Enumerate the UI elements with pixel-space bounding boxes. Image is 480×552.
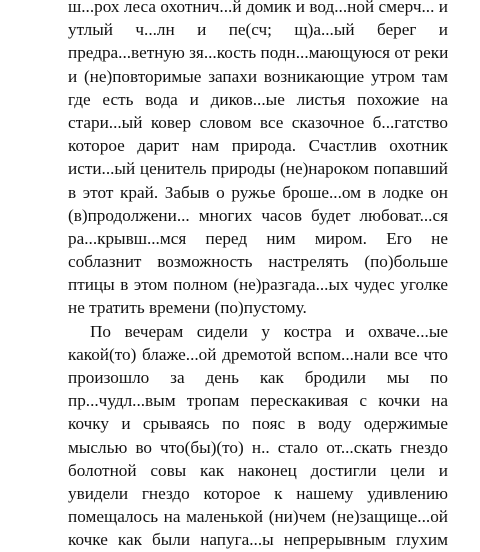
text-line: и (не)повторимые запахи возникающие утром там <box>68 66 448 86</box>
text-line: соблазнит возможность настрелять (по)больше <box>68 252 448 272</box>
text-line: кочку и срываясь по пояс в воду одержимые <box>68 414 448 434</box>
text-line: исти...ый ценитель природы (не)нароком попавший <box>68 159 448 179</box>
text-line: ра...крывш...мся перед ним миром. Его не <box>68 228 448 248</box>
text-line: ш...рох леса охотнич...й домик и вод...ной смерч... и <box>68 0 448 16</box>
text-line: произошло за день как бродили мы по <box>68 368 448 387</box>
text-line: какой(то) блаже...ой дремотой вспом...нали все что <box>68 344 448 364</box>
text-line: птицы в этом полном (не)разгада...ых чудес уголке <box>68 275 448 295</box>
paragraph-2 <box>68 320 448 552</box>
text-line: предра...ветную зя...кость подн...мающуюся от реки <box>68 43 449 63</box>
text-line: помещалось на маленькой (ни)чем (не)защище...ой <box>68 507 448 527</box>
text-line: в этот край. Забыв о ружье броше...ом в лодке он <box>68 182 448 202</box>
text-line: стари...ый ковер словом все сказочное б...гатство <box>68 112 448 132</box>
text-line: утлый ч...лн и пе(сч; щ)а...ый берег и <box>68 20 448 40</box>
text-line: (в)продолжени... многих часов будет любоват...ся <box>68 205 448 225</box>
text-line: увидели гнездо которое к нашему удивлению <box>68 483 448 503</box>
text-line: болотной совы как наконец достигли цели и <box>68 460 448 480</box>
text-line: не тратить времени (по)пустому. <box>68 298 307 318</box>
text-line: мыслью во что(бы)(то) н.. стало от...скать гнездо <box>68 437 448 457</box>
text-line: пр...чудл...вым тропам перескакивая с кочки на <box>68 391 448 411</box>
text-line: которое дарит нам природа. Счастлив охотник <box>68 136 448 156</box>
paragraph-1 <box>68 0 448 320</box>
text-line: где есть вода и диков...ые листья похожие на <box>68 89 448 109</box>
text-line: кочке как были напуга...ы непрерывным глухим <box>68 530 448 550</box>
text-line: По вечерам сидели у костра и охваче...ые <box>90 321 448 341</box>
text-body <box>68 0 448 552</box>
